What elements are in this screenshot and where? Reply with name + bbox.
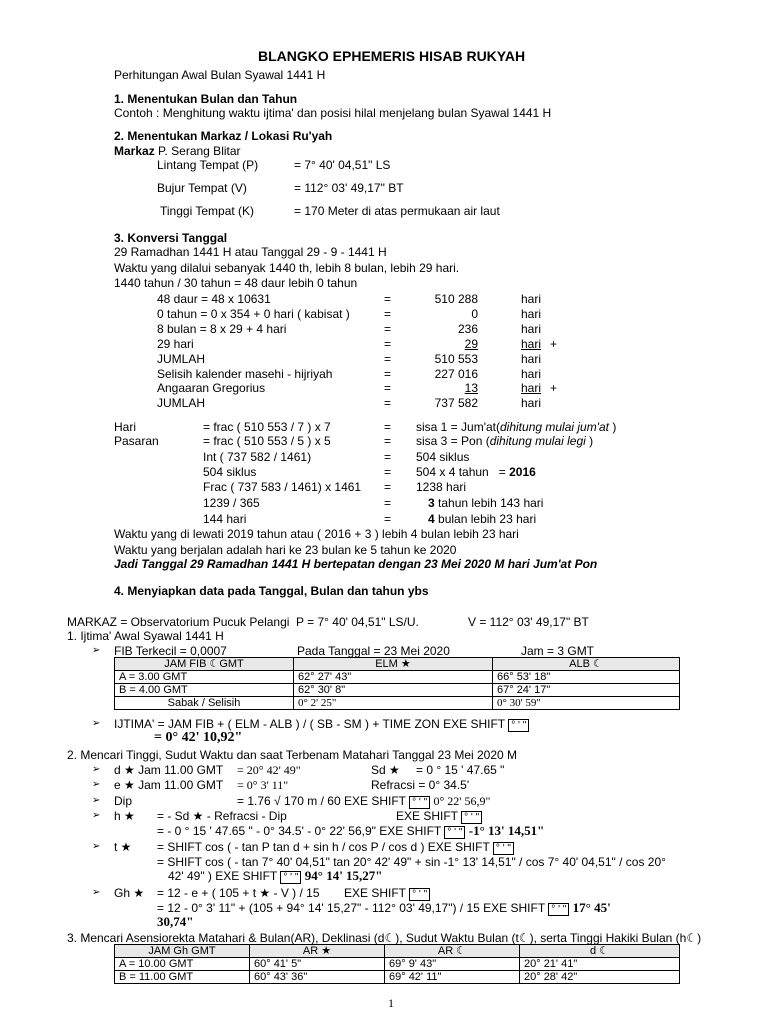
shift-key: ° ' " bbox=[280, 871, 301, 884]
hari-144-value bbox=[428, 512, 536, 526]
hari-144-eq: = bbox=[384, 512, 392, 526]
waktu-line-2: Waktu yang berjalan adalah hari ke 23 bulan ke 5 tahun ke 2020 bbox=[114, 543, 457, 557]
h-exe-text: EXE SHIFT bbox=[396, 809, 458, 823]
header-d-moon: d ☾ bbox=[520, 945, 680, 958]
table-row bbox=[115, 671, 680, 684]
calc-unit: hari bbox=[521, 307, 542, 321]
markaz-value: P. Serang Blitar bbox=[158, 144, 241, 158]
ijtima-table-header bbox=[115, 658, 680, 671]
equation-label: e ★ Jam 11.00 GMT bbox=[114, 778, 224, 792]
calc-unit: hari bbox=[521, 396, 542, 410]
calc-value: 29 bbox=[464, 337, 478, 351]
div-365-eq: = bbox=[384, 496, 392, 510]
shift-key: ° ' " bbox=[444, 826, 465, 839]
div-365-bold: 3 bbox=[428, 496, 435, 510]
tinggi-heading: 2. Mencari Tinggi, Sudut Waktu dan saat Terbenam Matahari Tanggal 23 Mei 2020 M bbox=[67, 748, 518, 762]
pasaran-result-text: sisa 3 = Pon ( bbox=[416, 434, 490, 448]
dip-result: 0° 22' 56,9" bbox=[433, 794, 491, 808]
section-4-heading: 4. Menyiapkan data pada Tanggal, Bulan dan tahun ybs bbox=[114, 584, 429, 598]
section-1-heading: 1. Menentukan Bulan dan Tahun bbox=[114, 92, 298, 106]
calc-value: 236 bbox=[457, 322, 478, 336]
pasaran-result: sisa 3 = Pon (dihitung mulai legi ) bbox=[416, 434, 594, 448]
arrow-icon: ➢ bbox=[92, 795, 101, 806]
cell: 62° 27' 43" bbox=[294, 671, 493, 684]
cell: 69° 9' 43" bbox=[385, 958, 520, 971]
fib-jam: Jam = 3 GMT bbox=[521, 644, 595, 658]
header-jam-fib: JAM FIB ☾GMT bbox=[115, 658, 294, 671]
markaz-observatorium: MARKAZ = Observatorium Pucuk Pelangi bbox=[67, 615, 290, 629]
calc-operator: + bbox=[550, 337, 558, 351]
hari-eq: = bbox=[384, 420, 392, 434]
cell: 62° 30' 8" bbox=[294, 684, 493, 697]
arrow-icon: ➢ bbox=[92, 645, 101, 656]
calc-unit: hari bbox=[521, 292, 542, 306]
section-1-text: Contoh : Menghitung waktu ijtima' dan posisi hilal menjelang bulan Syawal 1441 H bbox=[114, 106, 552, 120]
sd-label: Sd ★ bbox=[371, 763, 400, 777]
calc-eq: = bbox=[384, 396, 392, 410]
calc-label: JUMLAH bbox=[157, 352, 206, 366]
t-calc-2 bbox=[168, 869, 383, 885]
equation-value: = 0° 3' 11" bbox=[237, 778, 289, 792]
hari-144-bold: 4 bbox=[428, 512, 435, 526]
calc-unit: hari bbox=[521, 337, 542, 351]
waktu-line-1: Waktu yang di lewati 2019 tahun atau ( 2016 + 3 ) lebih 4 bulan lebih 23 hari bbox=[114, 527, 519, 541]
ijtima-result: = 0° 42' 10,92" bbox=[154, 730, 243, 745]
calc-label: Selisih kalender masehi - hijriyah bbox=[157, 367, 333, 381]
h-formula: = - Sd ★ - Refracsi - Dip bbox=[157, 809, 287, 823]
t-label: t ★ bbox=[114, 840, 132, 854]
t-formula bbox=[157, 840, 514, 856]
table-row bbox=[115, 958, 680, 971]
deklinasi-label: d ★ Jam 11.00 GMT bbox=[114, 763, 224, 777]
hari-144-text: bulan lebih 23 hari bbox=[438, 512, 537, 526]
bujur-label: Bujur Tempat (V) bbox=[157, 181, 247, 195]
cell: 0° 2' 25" bbox=[294, 697, 493, 710]
cell: A = 3.00 GMT bbox=[115, 671, 294, 684]
calc-value: 0 bbox=[471, 307, 478, 321]
shift-key: ° ' " bbox=[548, 903, 569, 916]
tinggi-label: Tinggi Tempat (K) bbox=[160, 204, 255, 218]
calc-unit: hari bbox=[521, 381, 542, 395]
calc-eq: = bbox=[384, 352, 392, 366]
cell: 0° 30' 59" bbox=[493, 697, 680, 710]
calc-eq: = bbox=[384, 322, 392, 336]
calc-value: 227 016 bbox=[434, 367, 478, 381]
pasaran-note: dihitung mulai legi bbox=[489, 434, 586, 448]
header-alb: ALB ☾ bbox=[493, 658, 680, 671]
cell: 20° 28' 42" bbox=[520, 971, 680, 984]
table-row bbox=[115, 684, 680, 697]
div-365-label: 1239 / 365 bbox=[203, 496, 260, 510]
gh-exe-text: EXE SHIFT bbox=[344, 886, 406, 900]
header-ar-sun: AR ★ bbox=[250, 945, 385, 958]
t-calc-2-text: 42' 49" ) EXE SHIFT bbox=[168, 869, 278, 883]
shift-key: ° ' " bbox=[409, 796, 430, 809]
tinggi-value: = 170 Meter di atas permukaan air laut bbox=[294, 204, 500, 218]
cell: 67° 24' 17" bbox=[493, 684, 680, 697]
h-calc bbox=[157, 824, 544, 840]
page-number: 1 bbox=[388, 996, 394, 1010]
gh-result-2: 30,74" bbox=[157, 914, 194, 929]
cell: 60° 41' 5" bbox=[250, 958, 385, 971]
siklus-label: 504 siklus bbox=[203, 465, 257, 479]
deklinasi-value: = 20° 42' 49" bbox=[237, 763, 301, 777]
calc-label: Angaaran Gregorius bbox=[157, 381, 266, 395]
calc-unit: hari bbox=[521, 367, 542, 381]
gh-label: Gh ★ bbox=[114, 886, 145, 900]
cell: A = 10.00 GMT bbox=[115, 958, 250, 971]
refraksi: Refracsi = 0° 34.5' bbox=[371, 778, 470, 792]
div-365-text: tahun lebih 143 hari bbox=[438, 496, 544, 510]
calc-unit: hari bbox=[521, 352, 542, 366]
calc-eq: = bbox=[384, 307, 392, 321]
markaz-v: V = 112° 03' 49,17" BT bbox=[468, 615, 589, 629]
asensiorekta-header bbox=[115, 945, 680, 958]
shift-key: ° ' " bbox=[409, 888, 430, 901]
arrow-icon: ➢ bbox=[92, 779, 101, 790]
hari-note: dihitung mulai jum'at bbox=[500, 420, 610, 434]
fib-date: Pada Tanggal = 23 Mei 2020 bbox=[297, 644, 450, 658]
shift-key: ° ' " bbox=[461, 811, 482, 824]
h-calc-text: = - 0 ° 15 ' 47.65 " - 0° 34.5' - 0° 22' 56,9" EXE SHIFT bbox=[157, 824, 442, 838]
markaz-label: Markaz bbox=[114, 144, 155, 158]
dip-formula bbox=[237, 794, 490, 810]
arrow-icon: ➢ bbox=[92, 841, 101, 852]
ijtima-formula-text: IJTIMA' = JAM FIB + ( ELM - ALB ) / ( SB - SM ) + TIME ZON EXE SHIFT bbox=[114, 717, 505, 731]
calc-value: 510 288 bbox=[434, 292, 478, 306]
cell: 66° 53' 18" bbox=[493, 671, 680, 684]
asensiorekta-table bbox=[114, 944, 680, 984]
section-3-heading: 3. Konversi Tanggal bbox=[114, 231, 228, 245]
siklus-value bbox=[416, 465, 536, 479]
gh-calc-text: = 12 - 0° 3' 11" + (105 + 94° 14' 15,27" - 112° 03' 49,17") / 15 EXE SHIFT bbox=[157, 901, 545, 915]
dip-label: Dip bbox=[114, 794, 133, 808]
sd-value: = 0 ° 15 ' 47.65 " bbox=[416, 763, 505, 777]
arrow-icon: ➢ bbox=[92, 810, 101, 821]
calc-value: 510 553 bbox=[434, 352, 478, 366]
header-jam-gh: JAM Gh GMT bbox=[115, 945, 250, 958]
lintang-value: = 7° 40' 04,51" LS bbox=[294, 158, 391, 172]
int-label: Int ( 737 582 / 1461) bbox=[203, 450, 312, 464]
lintang-label: Lintang Tempat (P) bbox=[157, 158, 259, 172]
hari-result: sisa 1 = Jum'at(dihitung mulai jum'at ) bbox=[416, 420, 617, 434]
calc-eq: = bbox=[384, 337, 392, 351]
calc-eq: = bbox=[384, 292, 392, 306]
header-elm: ELM ★ bbox=[294, 658, 493, 671]
subtitle: Perhitungan Awal Bulan Syawal 1441 H bbox=[114, 68, 326, 82]
shift-key: ° ' " bbox=[508, 719, 529, 732]
gh-result: 17° 45' bbox=[572, 900, 611, 915]
h-result: -1° 13' 14,51" bbox=[468, 823, 545, 838]
t-result: 94° 14' 15,27" bbox=[304, 868, 383, 883]
dip-formula-text: = 1.76 √ 170 m / 60 EXE SHIFT bbox=[237, 794, 406, 808]
conclusion: Jadi Tanggal 29 Ramadhan 1441 H bertepatan dengan 23 Mei 2020 M hari Jum'at Pon bbox=[114, 557, 598, 571]
page-title: BLANGKO EPHEMERIS HISAB RUKYAH bbox=[258, 48, 526, 64]
konversi-line-1: 29 Ramadhan 1441 H atau Tanggal 29 - 9 - 1441 H bbox=[114, 245, 387, 259]
siklus-value-text: 504 x 4 tahun bbox=[416, 465, 489, 479]
table-row bbox=[115, 971, 680, 984]
header-ar-moon: AR ☾ bbox=[385, 945, 520, 958]
calc-operator: + bbox=[550, 381, 558, 395]
arrow-icon: ➢ bbox=[92, 718, 101, 729]
calc-label: 29 hari bbox=[157, 337, 194, 351]
ijtima-heading: 1. Ijtima' Awal Syawal 1441 H bbox=[67, 629, 224, 643]
cell: B = 11.00 GMT bbox=[115, 971, 250, 984]
hari-formula: = frac ( 510 553 / 7 ) x 7 bbox=[203, 420, 331, 434]
cell: 20° 21' 41" bbox=[520, 958, 680, 971]
cell: B = 4.00 GMT bbox=[115, 684, 294, 697]
calc-label: JUMLAH bbox=[157, 396, 206, 410]
gh-exe bbox=[344, 886, 430, 902]
hari-result-text: sisa 1 = Jum'at( bbox=[416, 420, 500, 434]
frac-eq: = bbox=[384, 480, 392, 494]
konversi-line-2: Waktu yang dilalui sebanyak 1440 th, lebih 8 bulan, lebih 29 hari. bbox=[114, 261, 460, 275]
gh-formula: = 12 - e + ( 105 + t ★ - V ) / 15 bbox=[157, 886, 320, 900]
table-row bbox=[115, 697, 680, 710]
frac-value: 1238 hari bbox=[416, 480, 467, 494]
fib-terkecil: FIB Terkecil = 0,0007 bbox=[114, 644, 227, 658]
div-365-value bbox=[428, 496, 543, 510]
calc-label: 0 tahun = 0 x 354 + 0 hari ( kabisat ) bbox=[157, 307, 350, 321]
bujur-value: = 112° 03' 49,17" BT bbox=[294, 181, 404, 195]
calc-eq: = bbox=[384, 367, 392, 381]
section-2-heading: 2. Menentukan Markaz / Lokasi Ru'yah bbox=[114, 129, 333, 143]
hari-label: Hari bbox=[114, 420, 137, 434]
int-value: 504 siklus bbox=[416, 450, 470, 464]
asensiorekta-heading: 3. Mencari Asensiorekta Matahari & Bulan(AR), Deklinasi (d☾), Sudut Waktu Bulan (t☾), serta Tinggi Hakiki Bulan (h☾) bbox=[67, 931, 702, 945]
calc-eq: = bbox=[384, 381, 392, 395]
cell: 69° 42' 11" bbox=[385, 971, 520, 984]
cell: Sabak / Selisih bbox=[115, 697, 294, 710]
frac-label: Frac ( 737 583 / 1461) x 1461 bbox=[203, 480, 362, 494]
hari-144-label: 144 hari bbox=[203, 512, 247, 526]
gh-calc bbox=[157, 901, 611, 917]
siklus-eq: = bbox=[384, 465, 392, 479]
siklus-value-eq: = bbox=[498, 465, 506, 479]
calc-value: 737 582 bbox=[434, 396, 478, 410]
year-2016: 2016 bbox=[509, 465, 536, 479]
arrow-icon: ➢ bbox=[92, 764, 101, 775]
calc-label: 48 daur = 48 x 10631 bbox=[157, 292, 271, 306]
pasaran-formula: = frac ( 510 553 / 5 ) x 5 bbox=[203, 434, 331, 448]
calc-label: 8 bulan = 8 x 29 + 4 hari bbox=[157, 322, 287, 336]
ijtima-table bbox=[114, 657, 680, 710]
arrow-icon: ➢ bbox=[92, 887, 101, 898]
pasaran-label: Pasaran bbox=[114, 434, 159, 448]
shift-key: ° ' " bbox=[493, 842, 514, 855]
int-eq: = bbox=[384, 450, 392, 464]
t-formula-text: = SHIFT cos ( - tan P tan d + sin h / cos P / cos d ) EXE SHIFT bbox=[157, 840, 490, 854]
cell: 60° 43' 36" bbox=[250, 971, 385, 984]
calc-value: 13 bbox=[464, 381, 478, 395]
h-label: h ★ bbox=[114, 809, 135, 823]
pasaran-eq: = bbox=[384, 434, 392, 448]
calc-unit: hari bbox=[521, 322, 542, 336]
konversi-line-3: 1440 tahun / 30 tahun = 48 daur lebih 0 tahun bbox=[114, 276, 358, 290]
markaz-p: P = 7° 40' 04,51" LS/U. bbox=[296, 615, 419, 629]
markaz-line bbox=[114, 144, 241, 158]
t-calc: = SHIFT cos ( - tan 7° 40' 04,51" tan 20° 42' 49" + sin -1° 13' 14,51" / cos 7° 40' 04,51" / cos 20° bbox=[157, 855, 666, 869]
